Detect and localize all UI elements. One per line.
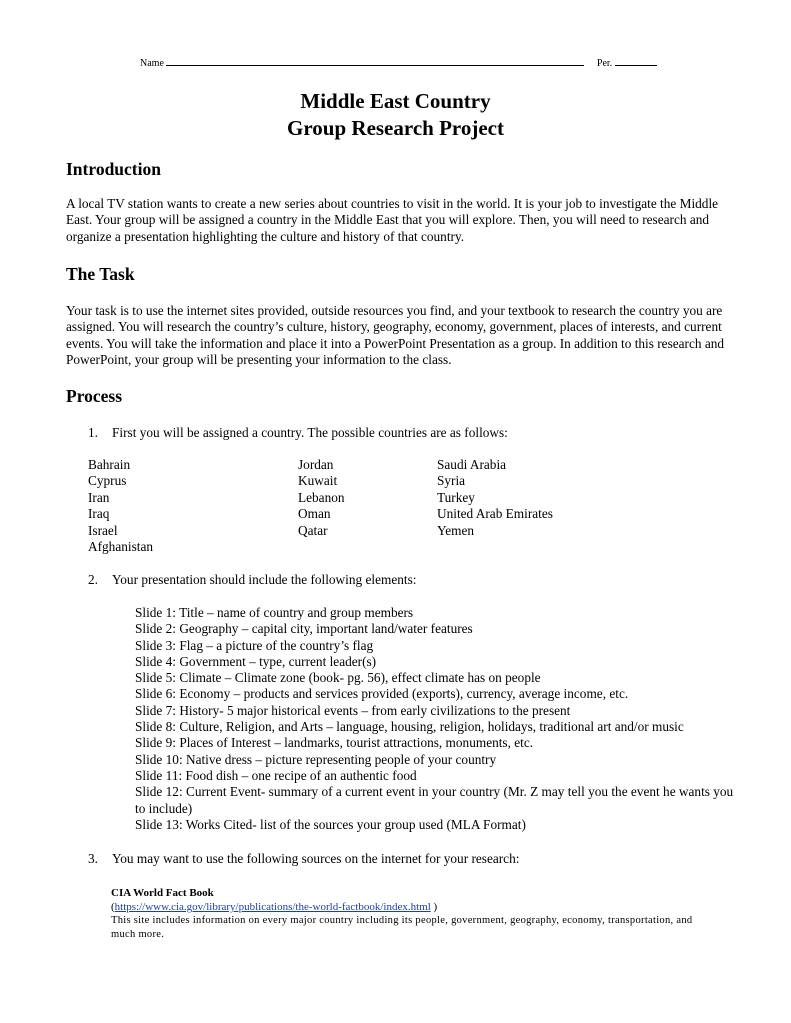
task-heading: The Task (66, 264, 135, 284)
name-period-line (140, 56, 660, 69)
country-column-2 (298, 457, 345, 539)
slide-item: Slide 2: Geography – capital city, important land/water features (135, 621, 473, 637)
slide-item: Slide 10: Native dress – picture representing people of your country (135, 751, 497, 767)
source-title: CIA World Fact Book (111, 887, 214, 899)
country-item: Yemen (437, 522, 475, 538)
country-column-3 (437, 457, 553, 539)
slide-item: Slide 7: History- 5 major historical events – from early civilizations to the present (135, 702, 571, 718)
paren-close: ) (430, 901, 438, 913)
slide-item: Slide 5: Climate – Climate zone (book- pg. 56), effect climate has on people (135, 670, 541, 686)
slide-item: Slide 13: Works Cited- list of the sources your group used (MLA Format) (135, 816, 526, 832)
country-item: Cyprus (88, 473, 127, 489)
title-line-1: Middle East Country (300, 89, 491, 113)
slide-item: Slide 4: Government – type, current leader(s) (135, 653, 377, 669)
slide-item: Slide 3: Flag – a picture of the country’s flag (135, 637, 374, 653)
paren-open: ( (111, 901, 115, 913)
country-column-1 (88, 457, 153, 555)
country-item: Iraq (88, 506, 110, 522)
step-number: 3. (88, 851, 98, 866)
title-line-2: Group Research Project (287, 116, 504, 140)
source-cia-fact-book (111, 886, 711, 942)
step-1 (88, 425, 508, 441)
country-item: Afghanistan (88, 539, 153, 555)
country-item: Syria (437, 473, 466, 489)
country-item: Qatar (298, 522, 328, 538)
country-item: United Arab Emirates (437, 506, 553, 522)
slide-list (135, 605, 735, 833)
country-item: Turkey (437, 489, 475, 505)
country-item: Israel (88, 522, 118, 538)
slide-item: Slide 6: Economy – products and services provided (exports), currency, average income, etc. (135, 686, 629, 702)
country-item: Saudi Arabia (437, 457, 507, 472)
country-item: Bahrain (88, 457, 131, 472)
slide-item: Slide 12: Current Event- summary of a current event in your country (Mr. Z may tell you the event he wants you to include) (135, 784, 734, 816)
name-label: Name (140, 58, 164, 69)
period-blank[interactable] (615, 56, 657, 66)
period-label: Per. (596, 58, 613, 69)
country-item: Oman (298, 506, 331, 522)
slide-item: Slide 9: Places of Interest – landmarks, tourist attractions, monuments, etc. (135, 735, 534, 751)
step-3 (88, 851, 519, 867)
country-item: Iran (88, 489, 110, 505)
slide-item: Slide 1: Title – name of country and group members (135, 605, 414, 620)
step-text: First you will be assigned a country. The possible countries are as follows: (112, 425, 508, 440)
source-link-line (111, 900, 711, 914)
step-text: You may want to use the following sources on the internet for your research: (112, 851, 520, 866)
process-heading: Process (66, 386, 123, 406)
introduction-heading: Introduction (66, 159, 161, 179)
country-item: Jordan (298, 457, 334, 472)
country-item: Lebanon (298, 489, 345, 505)
step-number: 1. (88, 425, 98, 440)
slide-item: Slide 8: Culture, Religion, and Arts – language, housing, religion, holidays, traditional art and/or music (135, 719, 684, 735)
step-number: 2. (88, 572, 98, 587)
country-item: Kuwait (298, 473, 338, 489)
source-url-link[interactable]: https://www.cia.gov/library/publications/the-world-factbook/index.html (114, 901, 431, 913)
step-2 (88, 572, 416, 588)
source-description: This site includes information on every major country including its people, government, geography, economy, transportation, and much more. (111, 915, 693, 940)
name-blank[interactable] (166, 56, 584, 66)
step-text: Your presentation should include the following elements: (112, 572, 417, 587)
slide-item: Slide 11: Food dish – one recipe of an authentic food (135, 767, 417, 783)
introduction-text: A local TV station wants to create a new series about countries to visit in the world. It is your job to investigate the Middle East. Your group will be assigned a country in the Middle East that you will explore. Then, you will need to research and organize a presentation highlighting the culture and history of that country. (66, 196, 719, 244)
task-text: Your task is to use the internet sites provided, outside resources you find, and your textbook to research the country you are assigned. You will research the country’s culture, history, geography, economy, government, places of interests, and current events. You will take the information and place it into a PowerPoint Presentation as a group. In addition to this research and PowerPoint, your group will be presenting your information to the class. (66, 303, 725, 368)
